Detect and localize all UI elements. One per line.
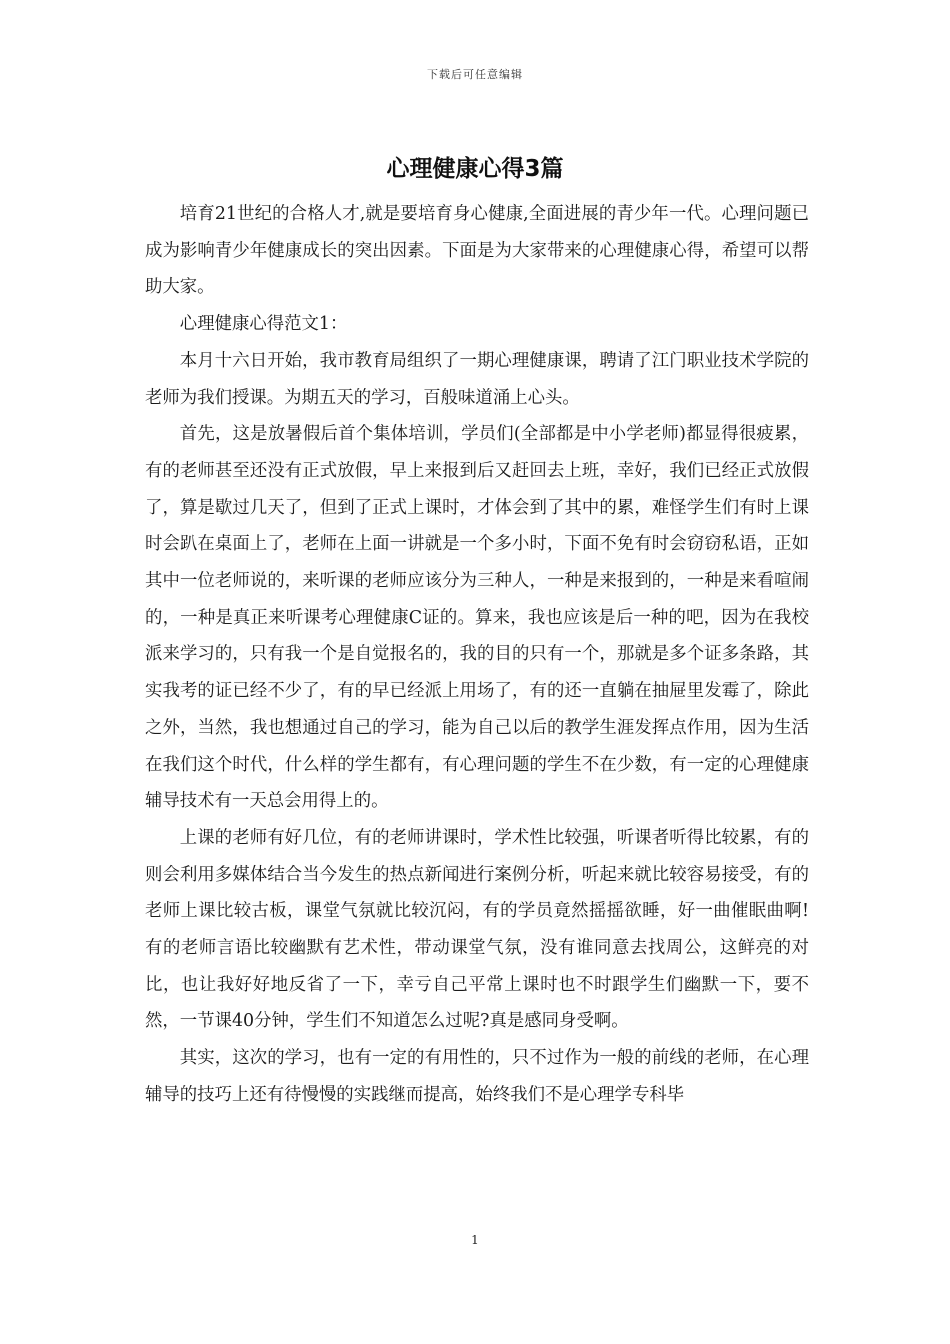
paragraph-intro: 培育21世纪的合格人才,就是要培育身心健康,全面进展的青少年一代。心理问题已成为影响青少年健康成长的突出因素。下面是为大家带来的心理健康心得，希望可以帮助大家。 [145, 204, 809, 298]
header-note: 下载后可任意编辑 [427, 68, 523, 81]
paragraph: 其实，这次的学习，也有一定的有用性的，只不过作为一般的前线的老师，在心理辅导的技巧上还有待慢慢的实践继而提高，始终我们不是心理学专科毕 [145, 1048, 809, 1105]
paragraph: 本月十六日开始，我市教育局组织了一期心理健康课，聘请了江门职业技术学院的老师为我们授课。为期五天的学习，百般味道涌上心头。 [145, 350, 809, 408]
paragraph: 上课的老师有好几位，有的老师讲课时，学术性比较强，听课者听得比较累，有的则会利用多媒体结合当今发生的热点新闻进行案例分析，听起来就比较容易接受，有的老师上课比较古板，课堂气氛就比较沉闷，有的学员竟然摇摇欲睡，好一曲催眠曲啊!有的老师言语比较幽默有艺术性，带动课堂气氛，没有谁同意去找周公，这鲜亮的对比，也让我好好地反省了一下，幸亏自己平常上课时也不时跟学生们幽默一下，要不然，一节课40分钟，学生们不知道怎么过呢?真是感同身受啊。 [145, 827, 809, 1032]
paragraph: 首先，这是放暑假后首个集体培训，学员们(全部都是中小学老师)都显得很疲累，有的老师甚至还没有正式放假，早上来报到后又赶回去上班，幸好，我们已经正式放假了，算是歇过几天了，但到了正式上课时，才体会到了其中的累，难怪学生们有时上课时会趴在桌面上了，老师在上面一讲就是一个多小时，下面不免有时会窃窃私语，正如其中一位老师说的，来听课的老师应该分为三种人，一种是来报到的，一种是来看喧闹的，一种是真正来听课考心理健康C证的。算来，我也应该是后一种的吧，因为在我校派来学习的，只有我一个是自觉报名的，我的目的只有一个，那就是多个证多条路，其实我考的证已经不少了，有的早已经派上用场了，有的还一直躺在抽屉里发霉了，除此之外，当然，我也想通过自己的学习，能为自己以后的教学生涯发挥点作用，因为生活在我们这个时代，什么样的学生都有，有心理问题的学生不在少数，有一定的心理健康辅导技术有一天总会用得上的。 [145, 424, 809, 812]
page-number: 1 [471, 1233, 479, 1247]
document-title: 心理健康心得3篇 [386, 156, 564, 182]
document-body [145, 196, 809, 1114]
paragraph-section-heading: 心理健康心得范文1： [179, 314, 348, 335]
